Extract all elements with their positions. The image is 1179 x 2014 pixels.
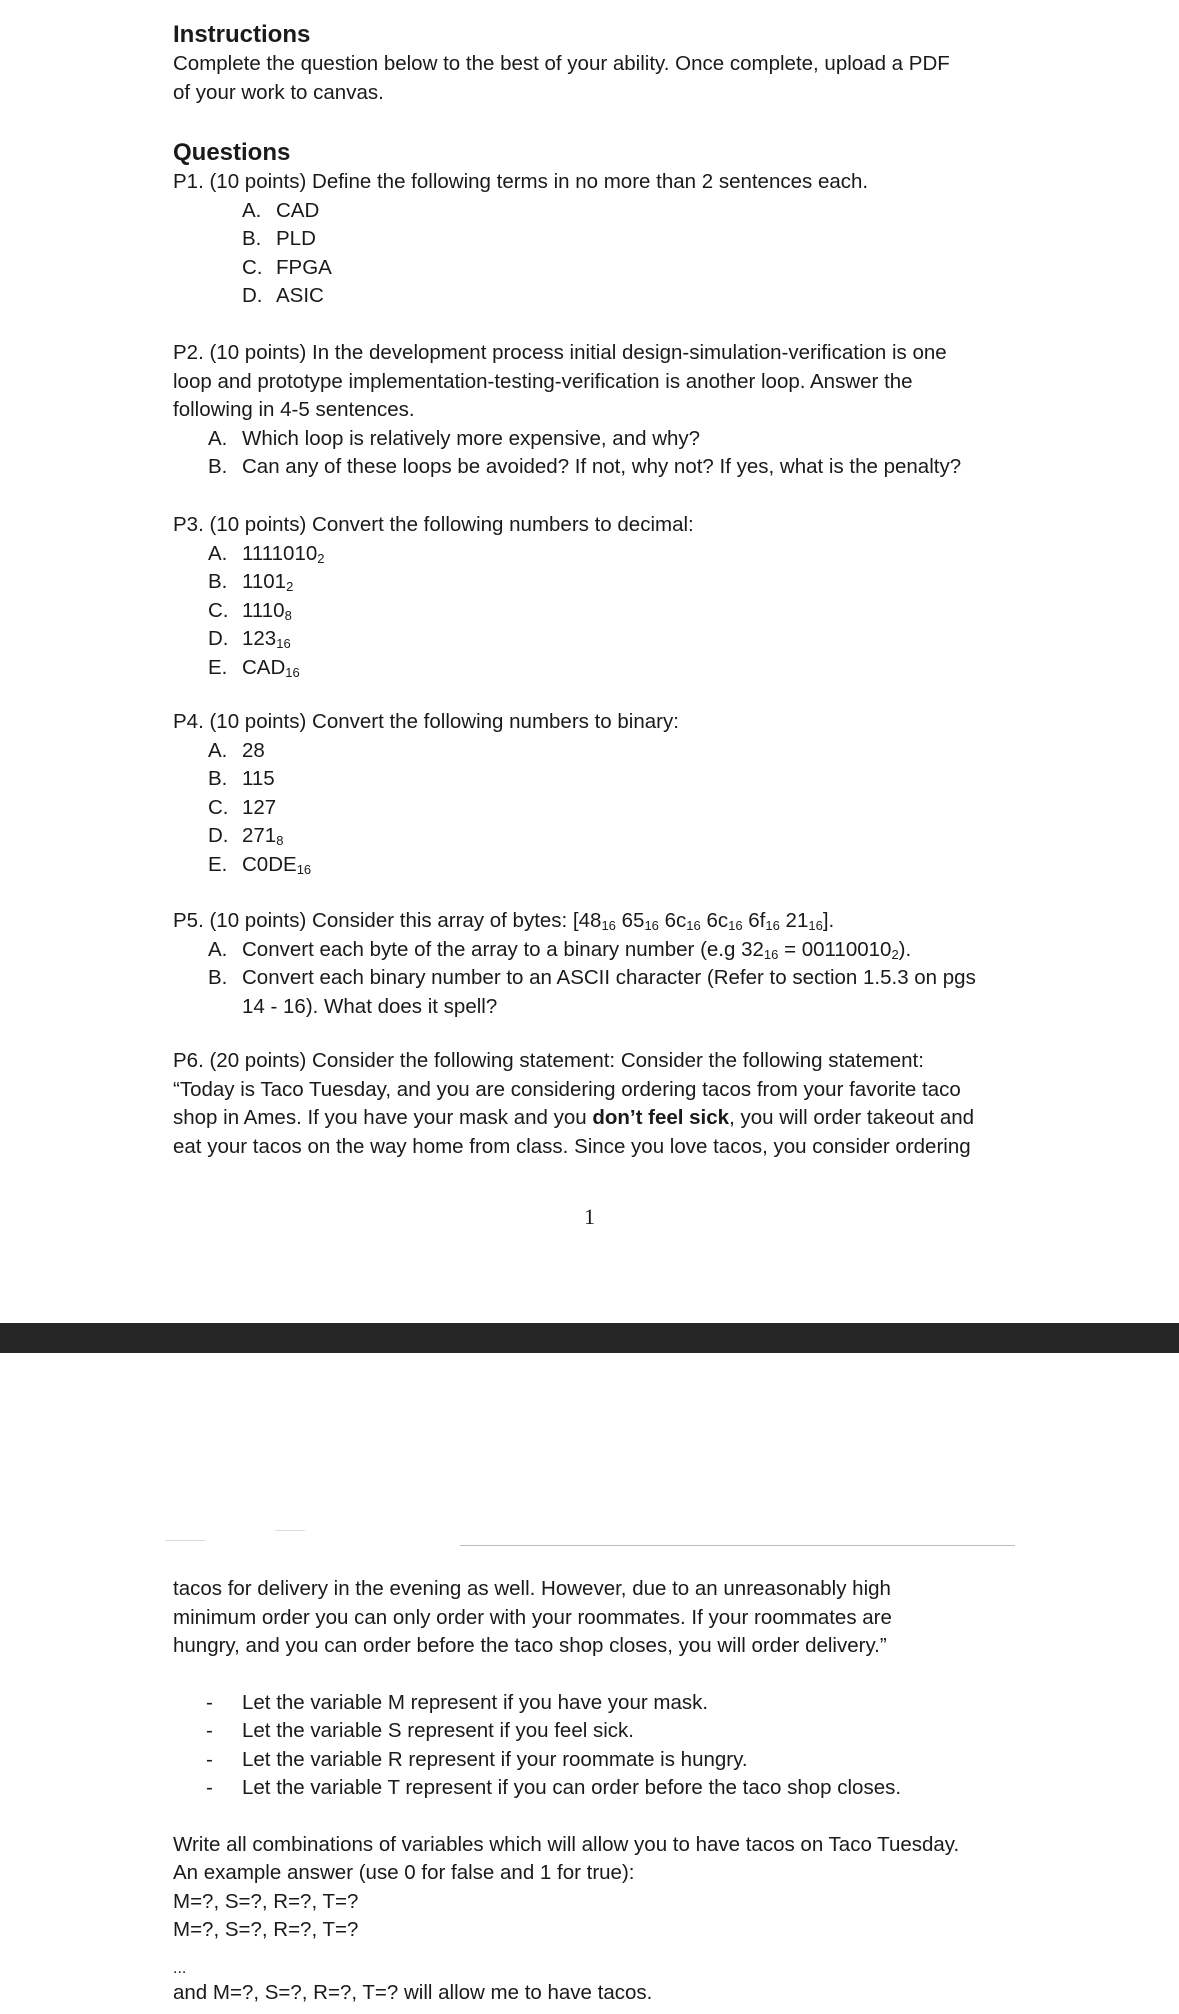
list-item: A. Which loop is relatively more expensive, and why? [208,426,701,450]
list-item: - Let the variable M represent if you have your mask. [206,1690,709,1714]
p3-intro: P3. (10 points) Convert the following numbers to decimal: [173,513,694,536]
p6-line-5: tacos for delivery in the evening as well. However, due to an unreasonably high [173,1577,891,1600]
p1-intro: P1. (10 points) Define the following terms in no more than 2 sentences each. [173,170,869,193]
list-item: A. 28 [208,738,265,762]
list-item: D. $123_{16}$ [208,627,291,651]
p5-intro: P5. (10 points) Consider this array of bytes: [$48_{16}$ $65_{16}$ $6c_{16}$ $6c_{16}$ $6f_{16}$ $21_{16}$]. [173,909,835,933]
p5-list [173,936,1013,1022]
p6-ellipsis: ... [173,1959,187,1977]
list-item: C. $1110_8$ [208,598,292,623]
instructions-line-2: of your work to canvas. [173,80,384,104]
list-item: B. 115 [208,767,275,790]
page-number: 1 [584,1204,595,1229]
p6-line-1: P6. (20 points) Consider the following statement: Consider the following statement: [173,1049,924,1072]
questions-section [173,138,1013,311]
p6-line-7: hungry, and you can order before the taco shop closes, you will order delivery.” [173,1634,887,1657]
list-item: B. $1101_2$ [208,570,294,594]
p2-section [173,339,1013,482]
list-item: C. FPGA [242,255,332,279]
scan-artifact-mark [165,1540,205,1541]
p4-intro: P4. (10 points) Convert the following numbers to binary: [173,710,679,733]
list-item: A. $1111010_2$ [208,541,325,566]
list-item: - Let the variable R represent if your roommate is hungry. [206,1747,748,1771]
p6-section-part-1 [173,1047,1013,1161]
p6-line-4: eat your tacos on the way home from class. Since you love tacos, you consider ordering [173,1134,971,1158]
p6-line-3: shop in Ames. If you have your mask and you don’t feel sick, you will order takeout and [173,1106,975,1129]
list-item: E. $C0DE_{16}$ [208,852,312,877]
p6-section-part-2 [173,1575,1013,2007]
p6-line-2: “Today is Taco Tuesday, and you are considering ordering tacos from your favorite taco [173,1077,961,1101]
p6-example-2: M=?, S=?, R=?, T=? [173,1918,359,1941]
instructions-line-1: Complete the question below to the best of your ability. Once complete, upload a PDF [173,52,950,75]
page-break-bar [0,1323,1179,1353]
p2-line-3: following in 4-5 sentences. [173,398,415,421]
p2-line-2: loop and prototype implementation-testing-verification is another loop. Answer the [173,369,913,393]
p3-list [173,540,1013,683]
scan-artifact-line [460,1545,1015,1546]
p3-section [173,511,1013,682]
list-item: B. Convert each binary number to an ASCII character (Refer to section 1.5.3 on pgs 14 - 16). What does it spell? [208,966,976,1018]
p2-line-1: P2. (10 points) In the development process initial design-simulation-verification is one [173,341,947,364]
list-item: D. $271_8$ [208,824,284,848]
p1-list [173,197,1013,311]
p6-write-line-1: Write all combinations of variables which will allow you to have tacos on Taco Tuesday. [173,1832,960,1856]
list-item: A. Convert each byte of the array to a binary number (e.g $32_{16} = 00110010_2$). [208,937,912,962]
instructions-section [173,20,1013,107]
list-item: A. CAD [242,198,320,222]
list-item: E. $CAD_{16}$ [208,655,300,680]
list-item: - Let the variable S represent if you feel sick. [206,1719,634,1742]
questions-heading: Questions [173,139,291,166]
p6-line-6: minimum order you can only order with your roommates. If your roommates are [173,1605,892,1629]
list-item: - Let the variable T represent if you can order before the taco shop closes. [206,1776,902,1799]
p6-write-line-2: An example answer (use 0 for false and 1 for true): [173,1861,635,1884]
p6-example-1: M=?, S=?, R=?, T=? [173,1889,359,1913]
instructions-heading: Instructions [173,21,311,48]
p4-list [173,737,1013,880]
list-item: B. Can any of these loops be avoided? If not, why not? If yes, what is the penalty? [208,455,962,478]
list-item: B. PLD [242,227,316,250]
p5-section [173,907,1013,1021]
list-item: D. ASIC [242,284,324,307]
scan-artifact-mark [275,1530,305,1531]
p6-final: and M=?, S=?, R=?, T=? will allow me to have tacos. [173,1980,653,2004]
p6-variable-list [173,1689,1013,1803]
p4-section [173,708,1013,879]
list-item: C. 127 [208,795,277,819]
p2-list [173,425,1013,482]
